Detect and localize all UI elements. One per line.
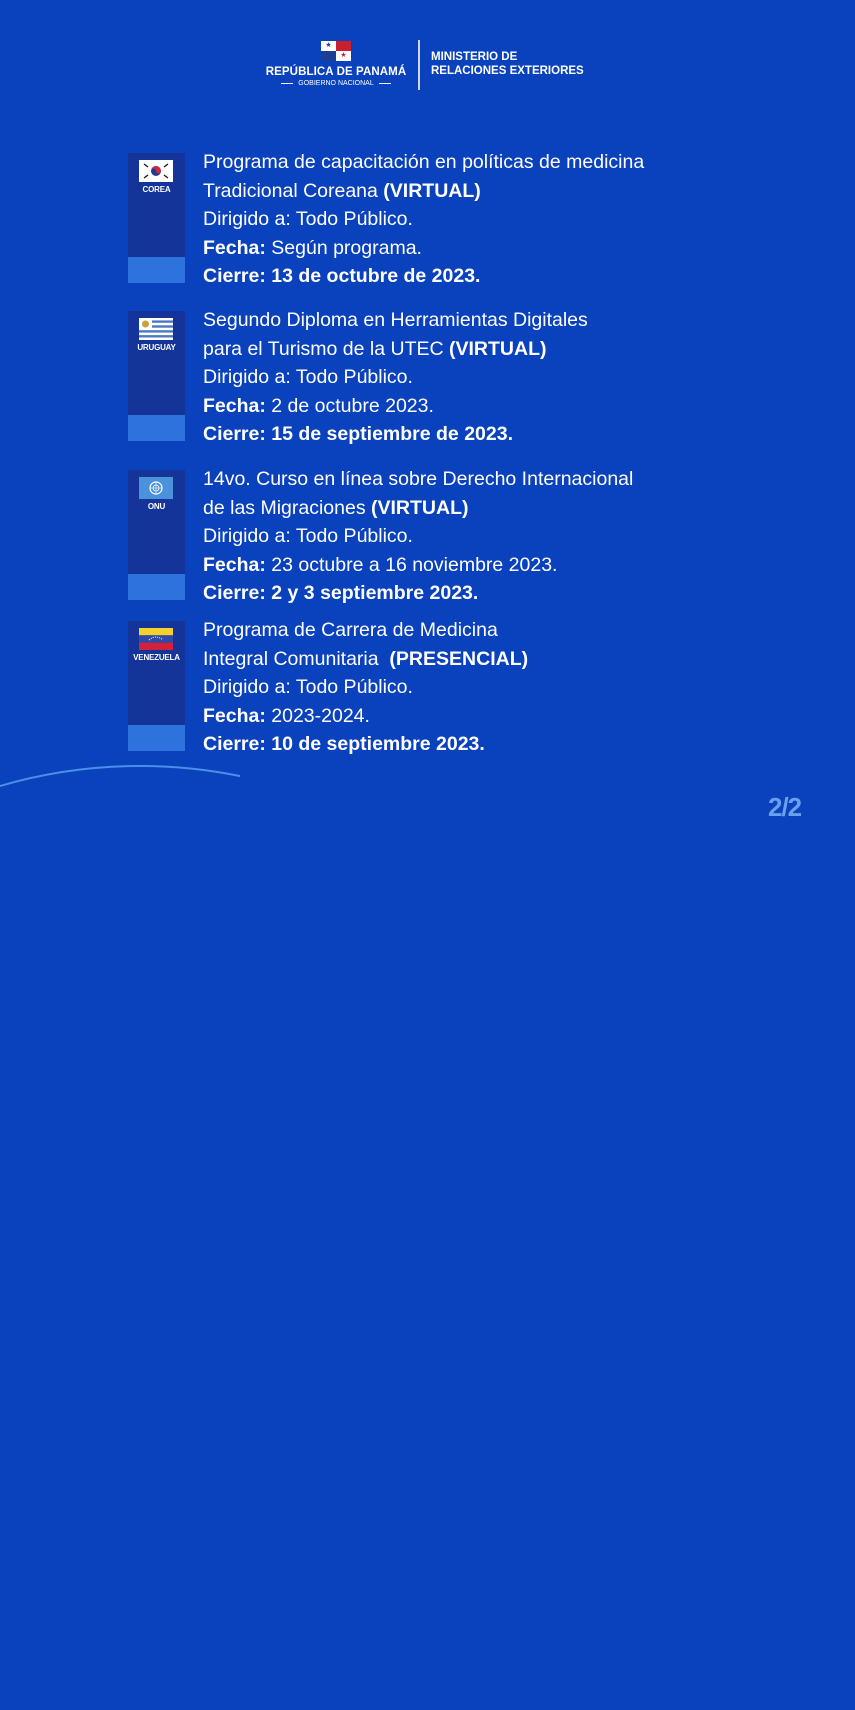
government-subtitle-text: GOBIERNO NACIONAL: [298, 80, 374, 87]
program-title: 14vo. Curso en línea sobre Derecho Internacional: [203, 468, 634, 490]
date-label: Fecha:: [203, 704, 266, 727]
page-indicator: 2/2: [768, 792, 802, 822]
ministry-line-1: MINISTERIO DE: [431, 51, 518, 63]
date: [203, 702, 528, 731]
united-nations-flag-icon: [139, 477, 173, 499]
audience: Dirigido a: Todo Público.: [203, 208, 413, 230]
country-label: VENEZUELA: [133, 653, 180, 662]
divider-line: [281, 83, 293, 84]
country-badge: [128, 311, 185, 441]
uruguay-flag-icon: [139, 318, 173, 340]
panama-flag-icon: ★ ★: [321, 41, 351, 61]
program-title: Segundo Diploma en Herramientas Digitales: [203, 309, 588, 331]
ministry-line-2: RELACIONES EXTERIORES: [431, 65, 584, 77]
header-divider: [418, 40, 420, 90]
date: [203, 234, 644, 263]
audience: Dirigido a: Todo Público.: [203, 676, 413, 698]
audience: Dirigido a: Todo Público.: [203, 525, 413, 547]
program-title-cont: de las Migraciones: [203, 496, 371, 519]
program-details: [203, 616, 528, 759]
modality: (VIRTUAL): [371, 496, 469, 519]
program-details: [203, 148, 644, 291]
date-label: Fecha:: [203, 236, 266, 259]
date: [203, 551, 633, 580]
government-subtitle: [263, 80, 409, 87]
program-title-line-2: [203, 494, 633, 523]
date-label: Fecha:: [203, 553, 266, 576]
closing-date: Cierre: 10 de septiembre 2023.: [203, 733, 485, 755]
date-value: 2 de octubre 2023.: [265, 394, 434, 417]
badge-accent: [128, 725, 185, 751]
audience: Dirigido a: Todo Público.: [203, 366, 413, 388]
program-title-line-2: [203, 177, 644, 206]
closing-date: Cierre: 13 de octubre de 2023.: [203, 265, 481, 287]
program-title: Programa de capacitación en políticas de medicina: [203, 151, 645, 173]
date-value: Según programa.: [265, 236, 422, 259]
modality: (PRESENCIAL): [389, 647, 529, 670]
program-title: Programa de Carrera de Medicina: [203, 619, 498, 641]
date-value: 2023-2024.: [265, 704, 370, 727]
closing-date: Cierre: 15 de septiembre de 2023.: [203, 423, 513, 445]
program-title-cont: para el Turismo de la UTEC: [203, 337, 450, 360]
country-label: COREA: [142, 185, 171, 194]
program-title-line-2: [203, 335, 588, 364]
header: [0, 38, 855, 92]
south-korea-flag-icon: [139, 160, 173, 182]
ministry-name: [431, 50, 584, 78]
program-details: [203, 465, 633, 608]
closing-date: Cierre: 2 y 3 septiembre 2023.: [203, 582, 479, 604]
program-details: [203, 306, 588, 449]
date-value: 23 octubre a 16 noviembre 2023.: [265, 553, 558, 576]
government-name: REPÚBLICA DE PANAMÁ: [265, 66, 407, 78]
date-label: Fecha:: [203, 394, 266, 417]
country-badge: [128, 621, 185, 751]
badge-accent: [128, 257, 185, 283]
modality: (VIRTUAL): [383, 179, 481, 202]
badge-accent: [128, 574, 185, 600]
country-label: URUGUAY: [137, 343, 176, 352]
decorative-arc: [0, 765, 640, 1710]
modality: (VIRTUAL): [449, 337, 547, 360]
badge-accent: [128, 415, 185, 441]
venezuela-flag-icon: [139, 628, 173, 650]
country-label: ONU: [147, 502, 166, 511]
program-title-line-2: [203, 645, 528, 674]
government-logo: [263, 38, 409, 87]
divider-line: [379, 83, 391, 84]
program-title-cont: Tradicional Coreana: [203, 179, 384, 202]
date: [203, 392, 588, 421]
program-title-cont: Integral Comunitaria: [203, 647, 390, 670]
country-badge: [128, 153, 185, 283]
country-badge: [128, 470, 185, 600]
